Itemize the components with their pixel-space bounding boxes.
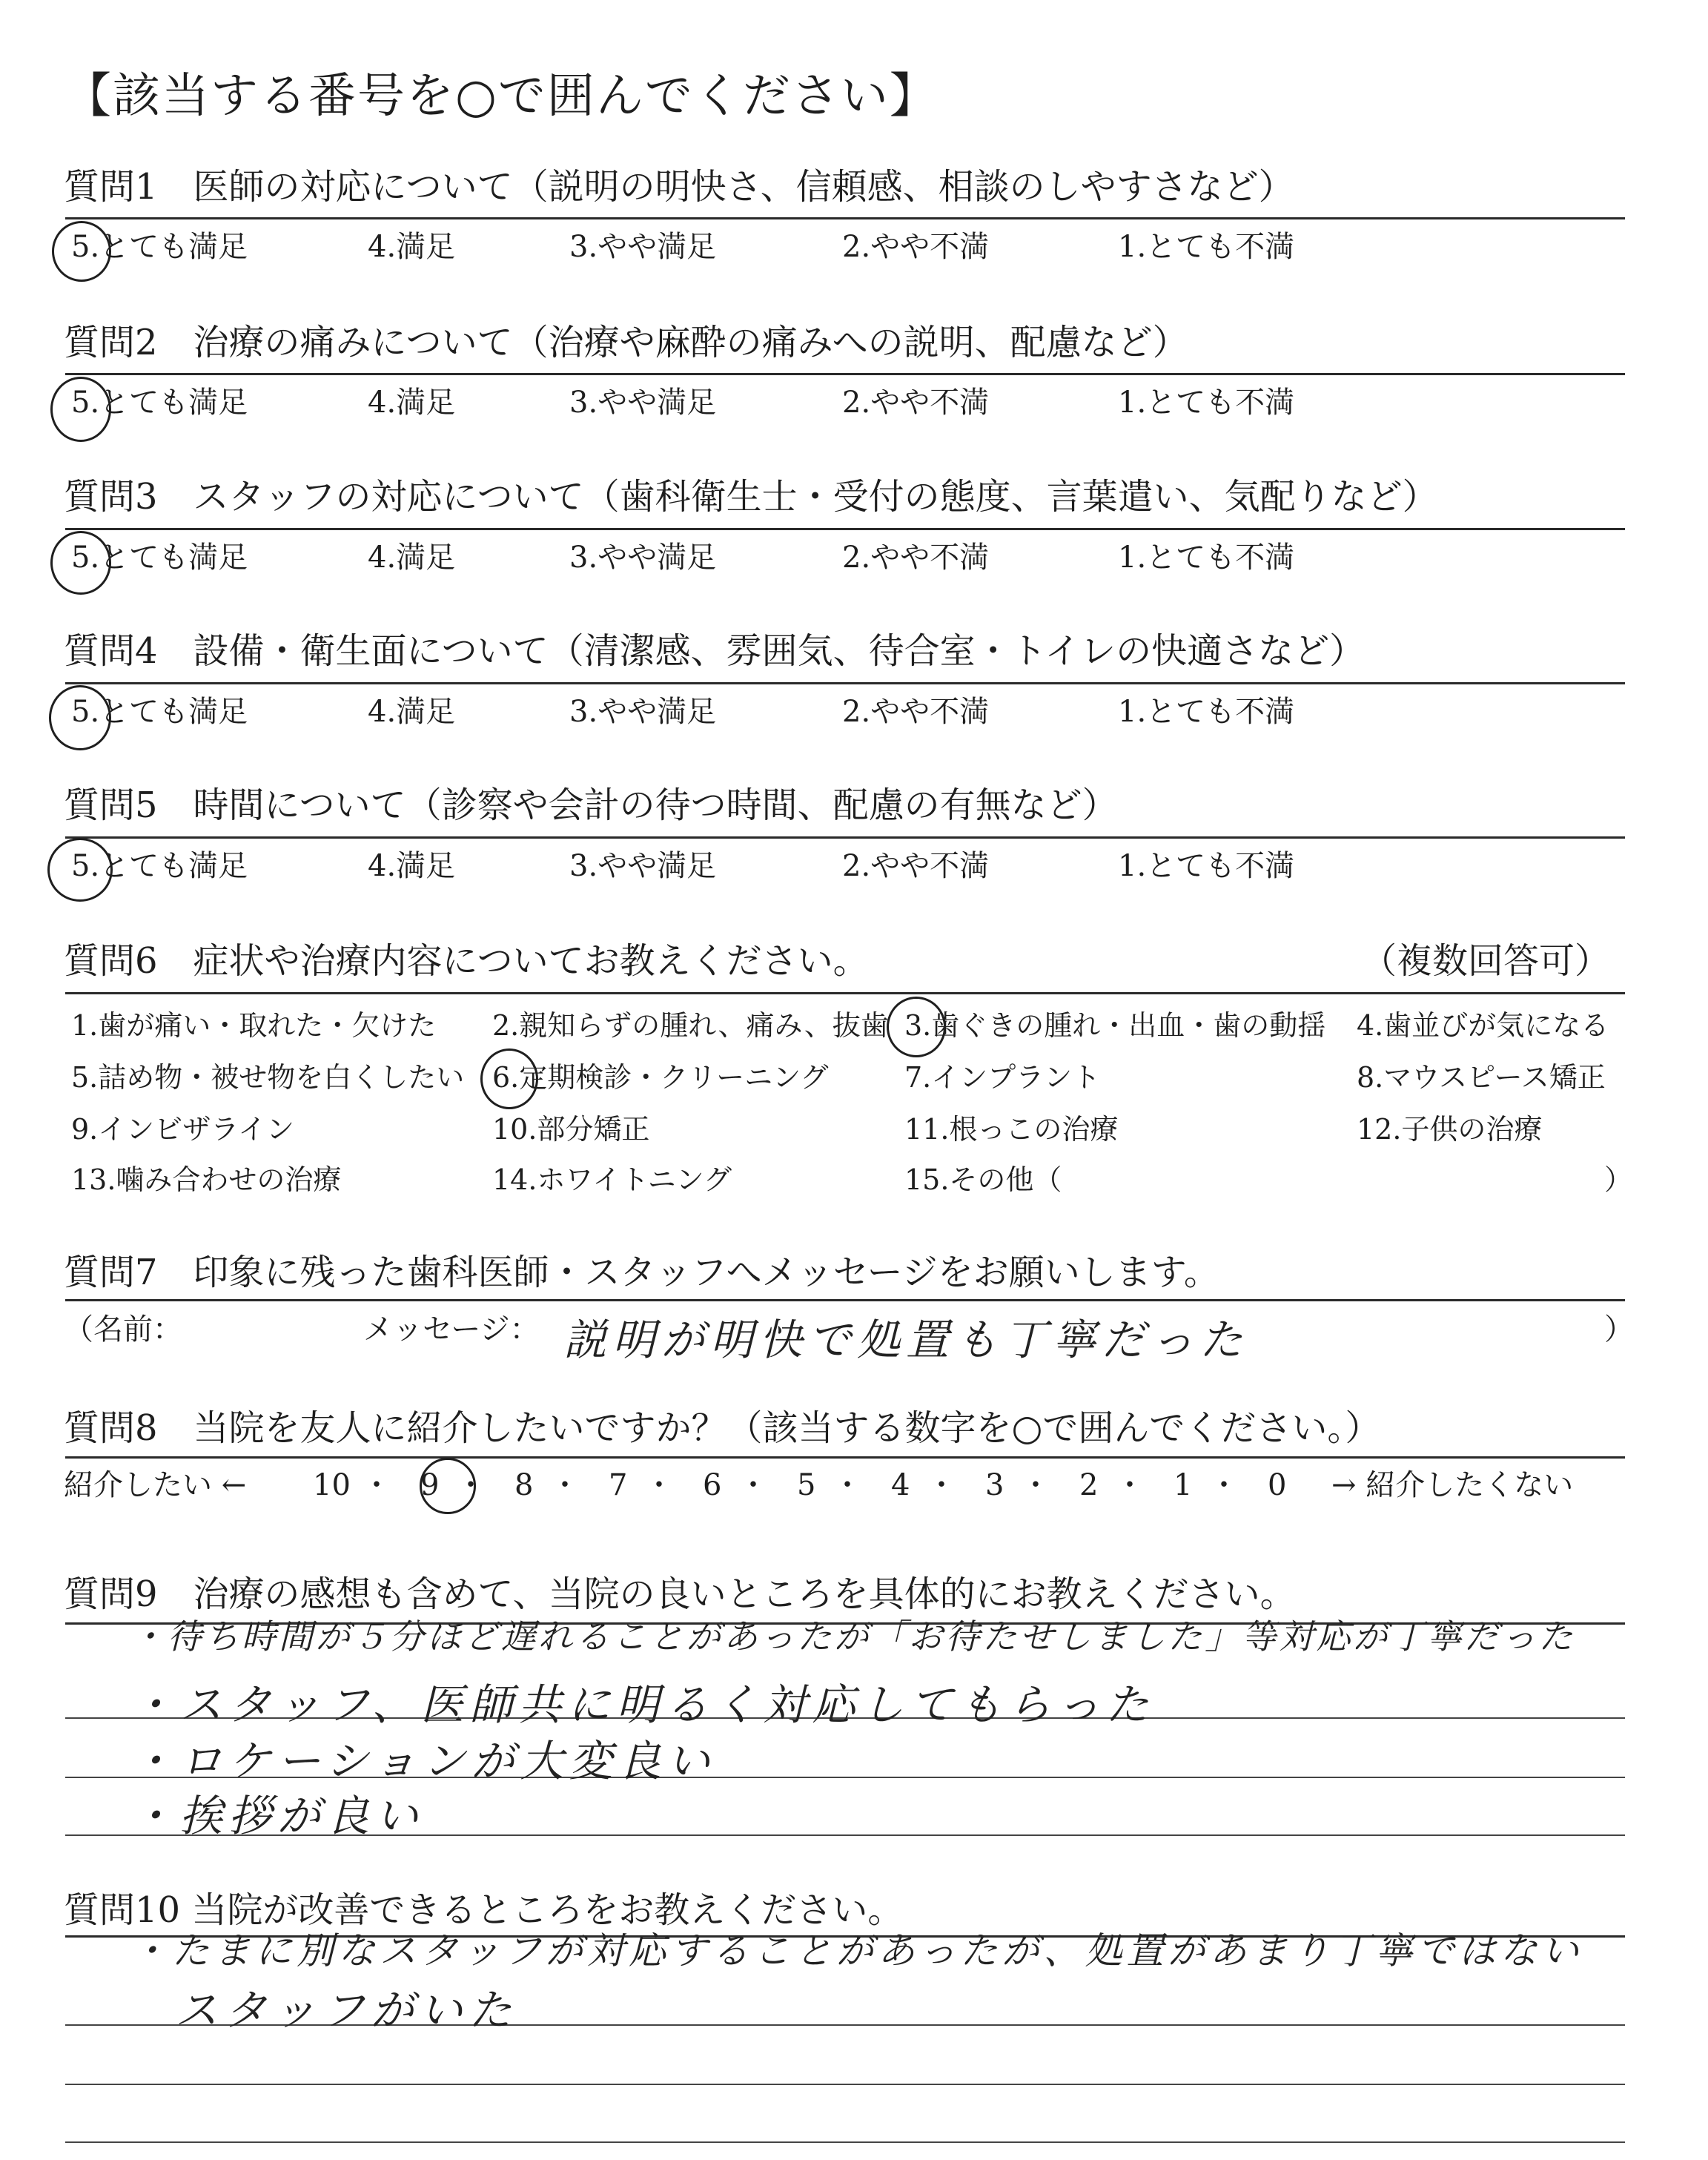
question-2-rule <box>65 373 1625 375</box>
scale-number-5[interactable]: 5 <box>797 1468 816 1502</box>
scale-separator-dot: ・ <box>456 1468 486 1502</box>
scale-separator-dot: ・ <box>1021 1468 1050 1502</box>
question-6-label: 質問6 症状や治療内容についてお教えください。 <box>64 940 869 982</box>
q6-option-6[interactable]: 6.定期検診・クリーニング <box>492 1061 829 1094</box>
q10-answer-2: スタッフがいた <box>175 1985 518 2035</box>
q9-answer-3: ・ロケーションが大変良い <box>130 1736 716 1786</box>
q3-option-5[interactable]: 5.とても満足 <box>71 541 248 575</box>
form-title: 【該当する番号を○で囲んでください】 <box>64 69 939 124</box>
q7-message-label: メッセージ： <box>363 1312 540 1347</box>
question-4-label: 質問4 設備・衛生面について（清潔感、雰囲気、待合室・トイレの快適さなど） <box>64 630 1366 672</box>
question-6-rule <box>65 992 1625 994</box>
question-2-label: 質問2 治療の痛みについて（治療や麻酔の痛みへの説明、配慮など） <box>64 322 1188 363</box>
q1-option-5[interactable]: 5.とても満足 <box>71 230 248 264</box>
q10-answer-line-4 <box>65 2141 1625 2143</box>
q6-option-15[interactable]: 15.その他（ <box>904 1163 1062 1196</box>
q1-selection-circle <box>52 221 111 282</box>
question-3-label: 質問3 スタッフの対応について（歯科衛生士・受付の態度、言葉遣い、気配りなど） <box>64 476 1438 518</box>
q10-answer-line-3 <box>65 2084 1625 2085</box>
q6-selection-circle-3 <box>887 997 946 1057</box>
q5-option-1[interactable]: 1.とても不満 <box>1118 849 1295 883</box>
question-5-label: 質問5 時間について（診察や会計の待つ時間、配慮の有無など） <box>64 785 1118 826</box>
scale-number-1[interactable]: 1 <box>1174 1468 1193 1502</box>
q2-option-3[interactable]: 3.やや満足 <box>569 386 717 420</box>
q4-selection-circle <box>49 685 111 750</box>
question-7-rule <box>65 1299 1625 1301</box>
scale-number-9[interactable]: 9 <box>420 1468 440 1502</box>
question-8-rule <box>65 1456 1625 1459</box>
question-9-label: 質問9 治療の感想も含めて、当院の良いところを具体的にお教えください。 <box>64 1573 1296 1615</box>
scale-number-2[interactable]: 2 <box>1079 1468 1099 1502</box>
scale-number-3[interactable]: 3 <box>985 1468 1004 1502</box>
question-5-rule <box>65 836 1625 839</box>
q6-option-8[interactable]: 8.マウスピース矯正 <box>1357 1061 1606 1094</box>
question-8-label: 質問8 当院を友人に紹介したいですか？（該当する数字を○で囲んでください。） <box>64 1407 1381 1449</box>
q8-left-label: 紹介したい ← <box>64 1468 247 1502</box>
q6-option-10[interactable]: 10.部分矯正 <box>492 1113 650 1146</box>
question-10-label: 質問10 当院が改善できるところをお教えください。 <box>64 1889 904 1931</box>
scale-separator-dot: ・ <box>1209 1468 1239 1502</box>
q3-option-1[interactable]: 1.とても不満 <box>1118 541 1295 575</box>
scale-separator-dot: ・ <box>362 1468 391 1502</box>
q4-option-4[interactable]: 4.満足 <box>368 695 456 729</box>
q5-option-3[interactable]: 3.やや満足 <box>569 849 717 883</box>
q6-selection-circle-6 <box>480 1048 538 1109</box>
q4-option-5[interactable]: 5.とても満足 <box>71 695 248 729</box>
scale-number-10[interactable]: 10 <box>313 1468 351 1502</box>
q6-other-close: ） <box>1604 1163 1633 1196</box>
q5-option-2[interactable]: 2.やや不満 <box>842 849 990 883</box>
scale-separator-dot: ・ <box>738 1468 768 1502</box>
scale-number-7[interactable]: 7 <box>609 1468 628 1502</box>
scale-number-6[interactable]: 6 <box>703 1468 722 1502</box>
q4-option-3[interactable]: 3.やや満足 <box>569 695 717 729</box>
question-4-rule <box>65 682 1625 684</box>
q1-option-4[interactable]: 4.満足 <box>368 230 456 264</box>
scale-number-8[interactable]: 8 <box>514 1468 534 1502</box>
q9-answer-4: ・挨拶が良い <box>130 1791 425 1841</box>
q5-option-5[interactable]: 5.とても満足 <box>71 849 248 883</box>
q5-option-4[interactable]: 4.満足 <box>368 849 456 883</box>
q9-answer-2: ・スタッフ、医師共に明るく対応してもらった <box>130 1680 1155 1730</box>
q2-option-5[interactable]: 5.とても満足 <box>71 386 248 420</box>
scale-separator-dot: ・ <box>644 1468 674 1502</box>
question-3-rule <box>65 528 1625 530</box>
q6-option-5[interactable]: 5.詰め物・被せ物を白くしたい <box>71 1061 465 1094</box>
scale-number-0[interactable]: 0 <box>1268 1468 1287 1502</box>
q6-option-12[interactable]: 12.子供の治療 <box>1357 1113 1543 1146</box>
q9-answer-1: ・待ち時間が５分ほど遅れることがあったが「お待たせしました」等対応が丁寧だった <box>130 1616 1576 1657</box>
q6-option-3[interactable]: 3.歯ぐきの腫れ・出血・歯の動揺 <box>904 1009 1326 1042</box>
q6-option-4[interactable]: 4.歯並びが気になる <box>1357 1009 1609 1042</box>
q6-option-13[interactable]: 13.噛み合わせの治療 <box>71 1163 342 1196</box>
scale-separator-dot: ・ <box>1115 1468 1145 1502</box>
q2-option-4[interactable]: 4.満足 <box>368 386 456 420</box>
q3-selection-circle <box>50 531 111 595</box>
q6-option-11[interactable]: 11.根っこの治療 <box>904 1113 1119 1146</box>
q3-option-3[interactable]: 3.やや満足 <box>569 541 717 575</box>
question-7-label: 質問7 印象に残った歯科医師・スタッフへメッセージをお願いします。 <box>64 1252 1219 1293</box>
scale-number-4[interactable]: 4 <box>891 1468 910 1502</box>
q1-option-3[interactable]: 3.やや満足 <box>569 230 717 264</box>
q4-option-1[interactable]: 1.とても不満 <box>1118 695 1295 729</box>
q6-option-2[interactable]: 2.親知らずの腫れ、痛み、抜歯 <box>492 1009 889 1042</box>
q3-option-4[interactable]: 4.満足 <box>368 541 456 575</box>
q1-option-1[interactable]: 1.とても不満 <box>1118 230 1295 264</box>
q3-option-2[interactable]: 2.やや不満 <box>842 541 990 575</box>
question-1-rule <box>65 217 1625 219</box>
q5-selection-circle <box>47 838 113 902</box>
q4-option-2[interactable]: 2.やや不満 <box>842 695 990 729</box>
q10-answer-1: ・たまに別なスタッフが対応することがあったが、処置があまり丁寧ではない <box>130 1929 1583 1972</box>
q7-message-handwriting: 説明が明快で処置も丁寧だった <box>563 1315 1249 1365</box>
scale-separator-dot: ・ <box>550 1468 580 1502</box>
q6-option-14[interactable]: 14.ホワイトニング <box>492 1163 732 1196</box>
q1-option-2[interactable]: 2.やや不満 <box>842 230 990 264</box>
q6-option-1[interactable]: 1.歯が痛い・取れた・欠けた <box>71 1009 437 1042</box>
question-6-note: （複数回答可） <box>1361 940 1611 982</box>
q7-close-paren: ） <box>1604 1312 1634 1347</box>
question-1-label: 質問1 医師の対応について（説明の明快さ、信頼感、相談のしやすさなど） <box>64 166 1294 208</box>
q7-name-label: （名前： <box>64 1312 182 1347</box>
q2-option-1[interactable]: 1.とても不満 <box>1118 386 1295 420</box>
q6-option-7[interactable]: 7.インプラント <box>904 1061 1101 1094</box>
q8-selection-circle <box>420 1458 476 1514</box>
q6-option-9[interactable]: 9.インビザライン <box>71 1113 295 1146</box>
q2-selection-circle <box>50 377 111 442</box>
scale-separator-dot: ・ <box>927 1468 956 1502</box>
q8-right-label: → 紹介したくない <box>1331 1468 1574 1502</box>
scale-separator-dot: ・ <box>833 1468 862 1502</box>
q2-option-2[interactable]: 2.やや不満 <box>842 386 990 420</box>
